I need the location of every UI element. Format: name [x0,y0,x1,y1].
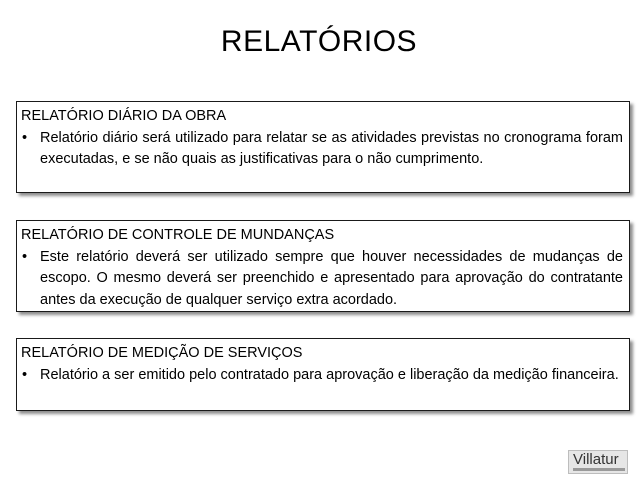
report-text-measurement: Relatório a ser emitido pelo contratado para aprovação e liberação da medição financeira. [40,366,619,383]
report-heading-measurement: RELATÓRIO DE MEDIÇÃO DE SERVIÇOS [21,345,303,361]
bullet-icon: • [22,129,28,146]
report-box-measurement [16,338,630,411]
report-bullet-row-daily [21,128,623,171]
report-heading-daily: RELATÓRIO DIÁRIO DA OBRA [21,108,227,124]
report-text-daily: Relatório diário será utilizado para relatar se as atividades previstas no cronograma foram executadas, e se não quais as justificativas para o não cumprimento. [40,129,623,167]
bullet-icon: • [22,366,28,383]
logo-text: Villatur [573,451,619,468]
bullet-icon: • [22,248,28,265]
report-text-changes: Este relatório deverá ser utilizado sempre que houver necessidades de mudanças de escopo. O mesmo deverá ser preenchido e apresentado para aprovação do contratante antes da execução de qualquer serviço extra acordado. [40,248,623,308]
report-box-changes [16,220,630,312]
report-bullet-row-measurement [21,365,623,387]
page-title: RELATÓRIOS [220,25,418,58]
report-box-daily [16,101,630,193]
report-bullet-row-changes [21,247,623,312]
logo-tagline-bar [573,468,625,471]
villatur-logo [568,450,628,474]
report-heading-changes: RELATÓRIO DE CONTROLE DE MUNDANÇAS [21,227,335,243]
